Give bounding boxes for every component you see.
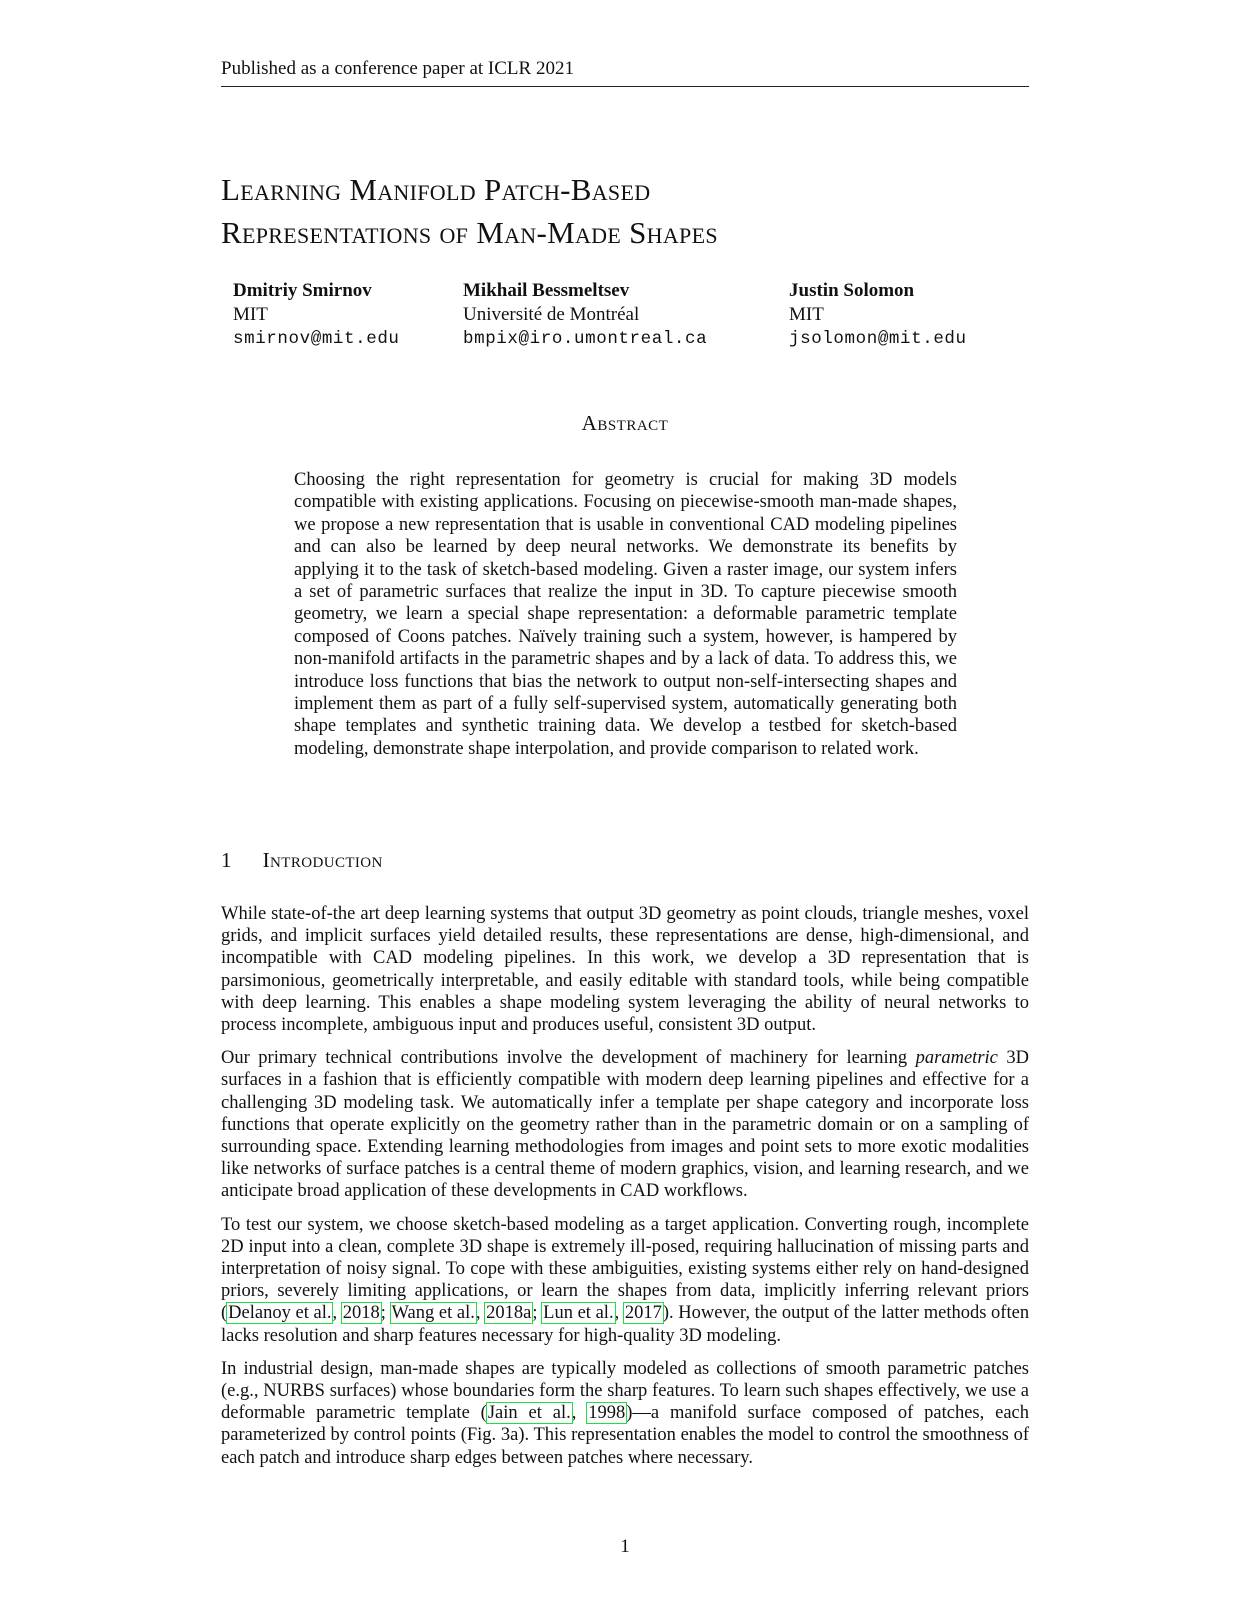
- section-body: [221, 903, 1029, 1480]
- paragraph-1: While state-of-the art deep learning systems that output 3D geometry as point clouds, triangle meshes, voxel grids, and implicit surfaces yield detailed results, these representations are dense, high-dimensional, and incompatible with CAD modeling pipelines. In this work, we develop a 3D representation that is parsimonious, geometrically interpretable, and easily editable with standard tools, while being compatible with deep learning. This enables a shape modeling system leveraging the ability of neural networks to process incomplete, ambiguous input and produces useful, consistent 3D output.: [221, 904, 1029, 1036]
- author-name: Mikhail Bessmeltsev: [463, 280, 630, 301]
- author-affiliation: MIT: [789, 304, 824, 325]
- abstract-text: Choosing the right representation for geometry is crucial for making 3D models compatible with existing applications. Focusing on piecewise-smooth man-made shapes, we propose a new representation that is usable in conventional CAD modeling pipelines and can also be learned by deep neural networks. We demonstrate its benefits by applying it to the task of sketch-based modeling. Given a raster image, our system infers a set of parametric surfaces that realize the input in 3D. To capture piecewise smooth geometry, we learn a special shape representation: a deformable parametric template composed of Coons patches. Naïvely training such a system, however, is hampered by non-manifold artifacts in the parametric shapes and by a lack of data. To address this, we introduce loss functions that bias the network to output non-self-intersecting shapes and implement them as part of a fully self-supervised system, automatically generating both shape templates and synthetic training data. We develop a testbed for sketch-based modeling, demonstrate shape interpolation, and provide comparison to related work.: [294, 470, 957, 759]
- section-number: 1: [221, 848, 232, 872]
- author-affiliation: Université de Montréal: [463, 304, 640, 325]
- author-block: [221, 279, 1029, 354]
- citation-year-link-lun[interactable]: 2017: [624, 1303, 662, 1324]
- running-header: Published as a conference paper at ICLR 2021: [221, 58, 1029, 87]
- author-1: [233, 279, 400, 351]
- paragraph-4: In industrial design, man-made shapes are typically modeled as collections of smooth parametric patches (e.g., NURBS surfaces) whose boundaries form the sharp features. To learn such shapes effectively, we use a deformable parametric template (Jain et al., 1998)—a manifold surface composed of patches, each parameterized by control points (Fig. 3a). This representation enables the model to control the smoothness of each patch and introduce sharp edges between patches where necessary.: [221, 1358, 1029, 1468]
- paragraph-text: In industrial design, man-made shapes are typically modeled as collections of smooth parametric patches (e.g., NURBS surfaces) whose boundaries form the sharp features. To learn such shapes effectively, we use a deformable parametric template (: [221, 1358, 1029, 1424]
- paragraph-text: To test our system, we choose sketch-based modeling as a target application. Converting rough, incomplete 2D input into a clean, complete 3D shape is extremely ill-posed, requiring hallucination of missing parts and interpretation of noisy signal. To cope with these ambiguities, existing systems either rely on hand-designed priors, severely limiting applications, or learn the shapes from data, implicitly inferring relevant priors (: [221, 1214, 1029, 1324]
- citation-link-wang[interactable]: Wang et al.: [391, 1303, 475, 1324]
- citation-year-link-delanoy[interactable]: 2018: [342, 1303, 380, 1324]
- author-2: [463, 279, 707, 351]
- title-line-2: Representations of Man-Made Shapes: [221, 215, 718, 250]
- paragraph-text: )—a manifold surface composed of patches, each parameterized by control points (Fig. 3a). This representation enables the model to control the smoothness of each patch and introduce sharp edges between patches where necessary.: [221, 1403, 1029, 1468]
- page-number: 1: [620, 1536, 630, 1557]
- section-heading: [221, 848, 383, 873]
- author-email: smirnov@mit.edu: [233, 329, 400, 349]
- title-line-1: Learning Manifold Patch-Based: [221, 172, 651, 207]
- paragraph-3: To test our system, we choose sketch-based modeling as a target application. Converting rough, incomplete 2D input into a clean, complete 3D shape is extremely ill-posed, requiring hallucination of missing parts and interpretation of noisy signal. To cope with these ambiguities, existing systems either rely on hand-designed priors, severely limiting applications, or learn the shapes from data, implicitly inferring relevant priors (Delanoy et al., 2018; Wang et al., 2018a; Lun et al., 2017). However, the output of the latter methods often lacks resolution and sharp features necessary for high-quality 3D modeling.: [221, 1214, 1030, 1346]
- author-name: Dmitriy Smirnov: [233, 280, 372, 301]
- paragraph-text: ). However, the output of the latter methods often lacks resolution and sharp features necessary for high-quality 3D modeling.: [221, 1303, 1030, 1346]
- author-affiliation: MIT: [233, 304, 268, 325]
- author-email: jsolomon@mit.edu: [789, 329, 967, 349]
- paragraph-text: 3D surfaces in a fashion that is efficiently compatible with modern deep learning pipelines and effective for a challenging 3D modeling task. We automatically infer a template per shape category and incorporate loss functions that operate explicitly on the geometry rather than in the parametric domain or on a sampling of surrounding space. Extending learning methodologies from images and point sets to more exotic modalities like networks of surface patches is a central theme of modern graphics, vision, and learning research, and we anticipate broad application of these developments in CAD workflows.: [221, 1048, 1029, 1202]
- abstract-heading: Abstract: [581, 411, 669, 435]
- paper-title: [221, 168, 1029, 254]
- citation-year-link-wang[interactable]: 2018a: [486, 1303, 532, 1324]
- emphasis-text: parametric: [915, 1048, 998, 1069]
- citation-link-jain[interactable]: Jain et al.: [487, 1403, 571, 1424]
- paragraph-2: [221, 1047, 1029, 1202]
- author-email: bmpix@iro.umontreal.ca: [463, 329, 708, 349]
- citation-year-link-jain[interactable]: 1998: [588, 1403, 626, 1424]
- section-title: Introduction: [262, 848, 383, 872]
- paragraph-text: Our primary technical contributions involve the development of machinery for learning: [221, 1048, 916, 1069]
- author-name: Justin Solomon: [789, 280, 915, 301]
- author-3: [789, 279, 967, 351]
- citation-link-delanoy[interactable]: Delanoy et al.: [228, 1303, 332, 1324]
- citation-link-lun[interactable]: Lun et al.: [543, 1303, 614, 1324]
